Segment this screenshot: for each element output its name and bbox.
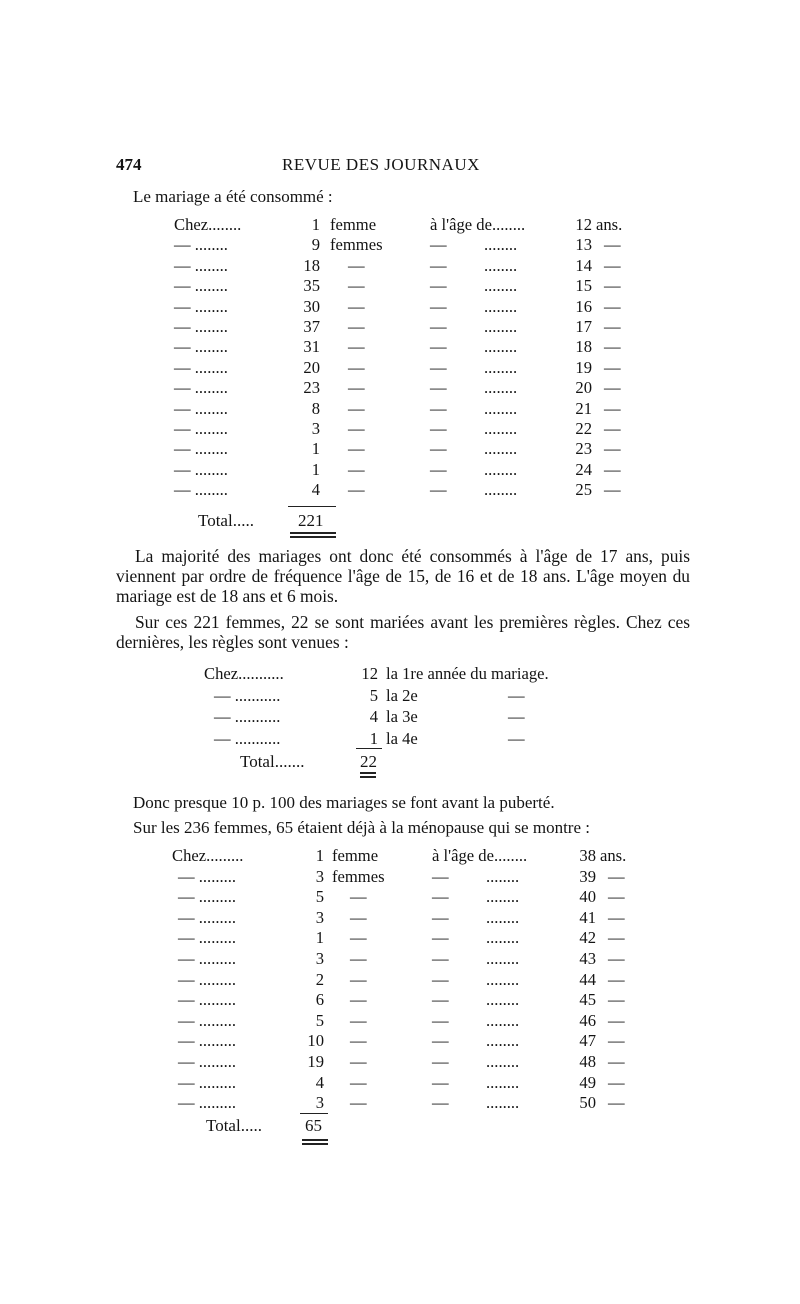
row-prep: —: [430, 439, 447, 459]
row-unit: —: [348, 296, 365, 316]
paragraph-majority: [116, 546, 690, 606]
row-text: la 2e: [386, 685, 418, 705]
table1-total-value: 221: [298, 511, 324, 530]
row-prep: —: [432, 1072, 449, 1092]
row-age: 24: [575, 459, 592, 479]
row-lead: — ...........: [214, 685, 281, 705]
row-count: 10: [307, 1031, 324, 1051]
table3-total-rule: [300, 1113, 328, 1114]
row-suffix: —: [604, 398, 621, 418]
paragraph-puberty: Donc presque 10 p. 100 des mariages se font avant la puberté.: [133, 793, 555, 812]
table1-total-double-rule: [290, 532, 336, 538]
row-dots: ........: [484, 439, 518, 459]
row-count: 1: [315, 928, 324, 948]
row-text: la 4e: [386, 728, 418, 748]
row-unit: femme: [332, 846, 379, 865]
row-unit: —: [348, 317, 365, 336]
row-age: 46: [579, 1010, 596, 1030]
row-suffix: —: [604, 419, 621, 438]
row-prep: à l'âge de........: [430, 215, 526, 234]
row-dots: ........: [484, 357, 518, 377]
row-unit: —: [350, 907, 367, 927]
row-unit: —: [348, 398, 365, 418]
row-prep: —: [432, 1093, 449, 1113]
row-prep: —: [432, 887, 449, 907]
table3-total-value: 65: [305, 1116, 322, 1135]
row-count: 19: [307, 1052, 324, 1071]
row-age: 48: [579, 1052, 596, 1071]
row-age: 25: [575, 480, 592, 500]
row-prep: —: [430, 378, 447, 398]
row-dots: ........: [486, 887, 520, 907]
row-lead: — ........: [174, 378, 228, 398]
row-dots: ........: [484, 255, 518, 275]
row-age: 44: [579, 969, 596, 989]
row-dots: ........: [486, 1052, 520, 1071]
row-age: 40: [579, 887, 596, 907]
row-suffix: —: [608, 887, 625, 907]
row-lead: — .........: [178, 949, 237, 968]
table1-total-rule: [288, 506, 336, 507]
row-dash: —: [508, 685, 525, 705]
row-lead: — .........: [178, 1093, 237, 1113]
row-count: 3: [315, 907, 324, 927]
row-prep: —: [430, 317, 447, 336]
row-count: 3: [311, 419, 320, 438]
row-dots: ........: [484, 419, 518, 438]
row-count: 3: [315, 949, 324, 968]
row-dots: ........: [486, 949, 520, 968]
row-suffix: —: [608, 949, 625, 968]
row-prep: —: [432, 928, 449, 948]
row-suffix: —: [604, 276, 621, 296]
row-prep: —: [430, 337, 447, 357]
row-dots: ........: [486, 907, 520, 927]
row-age: 39: [579, 866, 596, 886]
row-count: 4: [315, 1072, 324, 1092]
row-age: 15: [575, 276, 592, 296]
row-unit: —: [350, 887, 367, 907]
row-lead: — .........: [178, 990, 237, 1010]
row-unit: femmes: [330, 235, 383, 255]
row-age: 19: [575, 357, 592, 377]
table3-total-label: Total.....: [206, 1116, 262, 1135]
row-count: 4: [369, 707, 378, 726]
row-suffix: —: [604, 337, 621, 357]
row-suffix: —: [604, 357, 621, 377]
row-prep: à l'âge de........: [432, 846, 528, 865]
row-count: 1: [369, 728, 378, 748]
row-dots: ........: [486, 1010, 520, 1030]
row-count: 1: [311, 459, 320, 479]
row-prep: —: [432, 907, 449, 927]
row-count: 35: [303, 276, 320, 296]
row-lead: — .........: [178, 907, 237, 927]
row-count: 31: [303, 337, 320, 357]
row-dash: —: [508, 728, 525, 748]
row-count: 9: [311, 235, 320, 255]
row-prep: —: [432, 969, 449, 989]
row-lead: — .........: [178, 887, 237, 907]
row-prep: —: [432, 949, 449, 968]
row-count: 5: [315, 1010, 324, 1030]
row-unit: —: [348, 276, 365, 296]
row-age: 43: [579, 949, 596, 968]
row-unit: —: [350, 990, 367, 1010]
row-age: 23: [575, 439, 592, 459]
row-unit: —: [348, 337, 365, 357]
row-dash: —: [508, 707, 525, 726]
row-suffix: ans.: [600, 846, 627, 865]
table2-total-label: Total.......: [240, 752, 305, 771]
row-age: 17: [575, 317, 592, 336]
row-suffix: —: [608, 1093, 625, 1113]
row-lead: — ........: [174, 398, 228, 418]
row-prep: —: [432, 1031, 449, 1051]
row-prep: —: [430, 459, 447, 479]
row-dots: ........: [484, 276, 518, 296]
row-lead: — ........: [174, 459, 228, 479]
row-unit: —: [350, 949, 367, 968]
row-unit: —: [350, 1093, 367, 1113]
row-lead: Chez........: [174, 215, 242, 234]
row-suffix: —: [608, 1010, 625, 1030]
page-number: 474: [116, 155, 142, 174]
row-dots: ........: [486, 990, 520, 1010]
row-count: 5: [369, 685, 378, 705]
row-lead: — .........: [178, 1072, 237, 1092]
row-prep: —: [432, 866, 449, 886]
table2-total-double-rule: [360, 772, 376, 778]
row-count: 4: [311, 480, 320, 500]
row-dots: ........: [486, 1093, 520, 1113]
row-suffix: —: [608, 1072, 625, 1092]
paragraph2-text: Sur ces 221 femmes, 22 se sont mariées avant les premières règles. Chez ces dernières, les règles sont venues :: [116, 612, 690, 652]
row-count: 3: [315, 866, 324, 886]
row-prep: —: [430, 296, 447, 316]
row-unit: —: [348, 459, 365, 479]
row-dots: ........: [484, 235, 518, 255]
row-suffix: ans.: [596, 215, 623, 234]
row-lead: — ........: [174, 235, 228, 255]
row-prep: —: [430, 357, 447, 377]
row-count: 12: [361, 664, 378, 683]
row-suffix: —: [608, 907, 625, 927]
row-suffix: —: [608, 990, 625, 1010]
row-suffix: —: [608, 866, 625, 886]
row-count: 1: [311, 439, 320, 459]
row-count: 5: [315, 887, 324, 907]
row-unit: —: [348, 255, 365, 275]
row-suffix: —: [608, 1052, 625, 1071]
row-prep: —: [430, 276, 447, 296]
row-suffix: —: [604, 439, 621, 459]
row-suffix: —: [608, 969, 625, 989]
row-dots: ........: [486, 969, 520, 989]
row-age: 45: [579, 990, 596, 1010]
row-count: 23: [303, 378, 320, 398]
row-prep: —: [430, 480, 447, 500]
row-dots: ........: [484, 296, 518, 316]
row-dots: ........: [484, 459, 518, 479]
row-unit: —: [348, 419, 365, 438]
table1-total-label: Total.....: [198, 511, 254, 530]
row-text: la 3e: [386, 707, 418, 726]
row-age: 42: [579, 928, 596, 948]
row-unit: —: [350, 928, 367, 948]
row-dots: ........: [486, 1031, 520, 1051]
row-count: 6: [315, 990, 324, 1010]
row-count: 37: [303, 317, 320, 336]
row-age: 14: [575, 255, 592, 275]
row-dots: ........: [484, 480, 518, 500]
row-unit: —: [348, 439, 365, 459]
paragraph1-text: La majorité des mariages ont donc été consommés à l'âge de 17 ans, puis viennent par ordre de fréquence l'âge de 15, de 16 et de 18 ans. L'âge moyen du mariage est de 18 ans et 6 mois.: [116, 546, 690, 606]
row-suffix: —: [608, 928, 625, 948]
row-age: 20: [575, 378, 592, 398]
row-unit: —: [350, 1072, 367, 1092]
row-suffix: —: [604, 459, 621, 479]
row-count: 8: [311, 398, 320, 418]
row-prep: —: [430, 235, 447, 255]
row-age: 16: [575, 296, 592, 316]
row-text: la 1re année du mariage.: [386, 664, 549, 683]
row-suffix: —: [604, 235, 621, 255]
row-prep: —: [432, 990, 449, 1010]
row-suffix: —: [604, 296, 621, 316]
row-lead: — .........: [178, 969, 237, 989]
row-unit: —: [350, 1010, 367, 1030]
row-lead: — ........: [174, 480, 228, 500]
row-unit: femmes: [332, 866, 385, 886]
row-suffix: —: [604, 378, 621, 398]
running-title: REVUE DES JOURNAUX: [282, 155, 480, 174]
row-count: 1: [311, 215, 320, 234]
row-lead: Chez...........: [204, 664, 284, 683]
row-age: 50: [579, 1093, 596, 1113]
table2-total-rule: [356, 748, 382, 749]
row-count: 1: [315, 846, 324, 865]
row-prep: —: [432, 1010, 449, 1030]
paragraph-before-menses: [116, 612, 690, 652]
row-unit: —: [350, 1031, 367, 1051]
row-lead: — ...........: [214, 707, 281, 726]
row-dots: ........: [486, 1072, 520, 1092]
row-age: 41: [579, 907, 596, 927]
row-age: 13: [575, 235, 592, 255]
row-lead: — .........: [178, 1031, 237, 1051]
row-prep: —: [430, 255, 447, 275]
row-lead: — ........: [174, 337, 228, 357]
row-age: 22: [575, 419, 592, 438]
row-dots: ........: [484, 337, 518, 357]
row-unit: —: [350, 969, 367, 989]
row-lead: — .........: [178, 1010, 237, 1030]
row-lead: — ........: [174, 419, 228, 438]
row-prep: —: [432, 1052, 449, 1071]
row-age: 47: [579, 1031, 596, 1051]
row-unit: —: [348, 480, 365, 500]
row-lead: Chez.........: [172, 846, 244, 865]
row-lead: — .........: [178, 928, 237, 948]
row-age: 49: [579, 1072, 596, 1092]
row-dots: ........: [484, 398, 518, 418]
row-unit: —: [348, 357, 365, 377]
row-lead: — ........: [174, 317, 228, 336]
row-count: 18: [303, 255, 320, 275]
row-unit: —: [348, 378, 365, 398]
row-dots: ........: [486, 866, 520, 886]
intro-line: Le mariage a été consommé :: [133, 187, 333, 206]
row-count: 20: [303, 357, 320, 377]
row-lead: — ........: [174, 276, 228, 296]
row-dots: ........: [484, 378, 518, 398]
row-dots: ........: [484, 317, 518, 336]
row-age: 21: [575, 398, 592, 418]
row-lead: — ........: [174, 255, 228, 275]
row-lead: — .........: [178, 866, 237, 886]
row-lead: — ...........: [214, 728, 281, 748]
row-unit: femme: [330, 215, 377, 234]
row-lead: — .........: [178, 1052, 237, 1071]
row-unit: —: [350, 1052, 367, 1071]
paragraph-menopause: Sur les 236 femmes, 65 étaient déjà à la ménopause qui se montre :: [133, 818, 590, 837]
row-count: 2: [315, 969, 324, 989]
row-suffix: —: [604, 255, 621, 275]
row-lead: — ........: [174, 357, 228, 377]
row-prep: —: [430, 419, 447, 438]
table2-total-value: 22: [360, 752, 377, 771]
row-suffix: —: [604, 317, 621, 336]
row-age: 18: [575, 337, 592, 357]
row-age: 12: [575, 215, 592, 234]
row-count: 30: [303, 296, 320, 316]
row-lead: — ........: [174, 296, 228, 316]
row-count: 3: [315, 1093, 324, 1113]
row-age: 38: [579, 846, 596, 865]
row-suffix: —: [608, 1031, 625, 1051]
row-prep: —: [430, 398, 447, 418]
row-lead: — ........: [174, 439, 228, 459]
row-dots: ........: [486, 928, 520, 948]
row-suffix: —: [604, 480, 621, 500]
table3-total-double-rule: [302, 1139, 328, 1145]
